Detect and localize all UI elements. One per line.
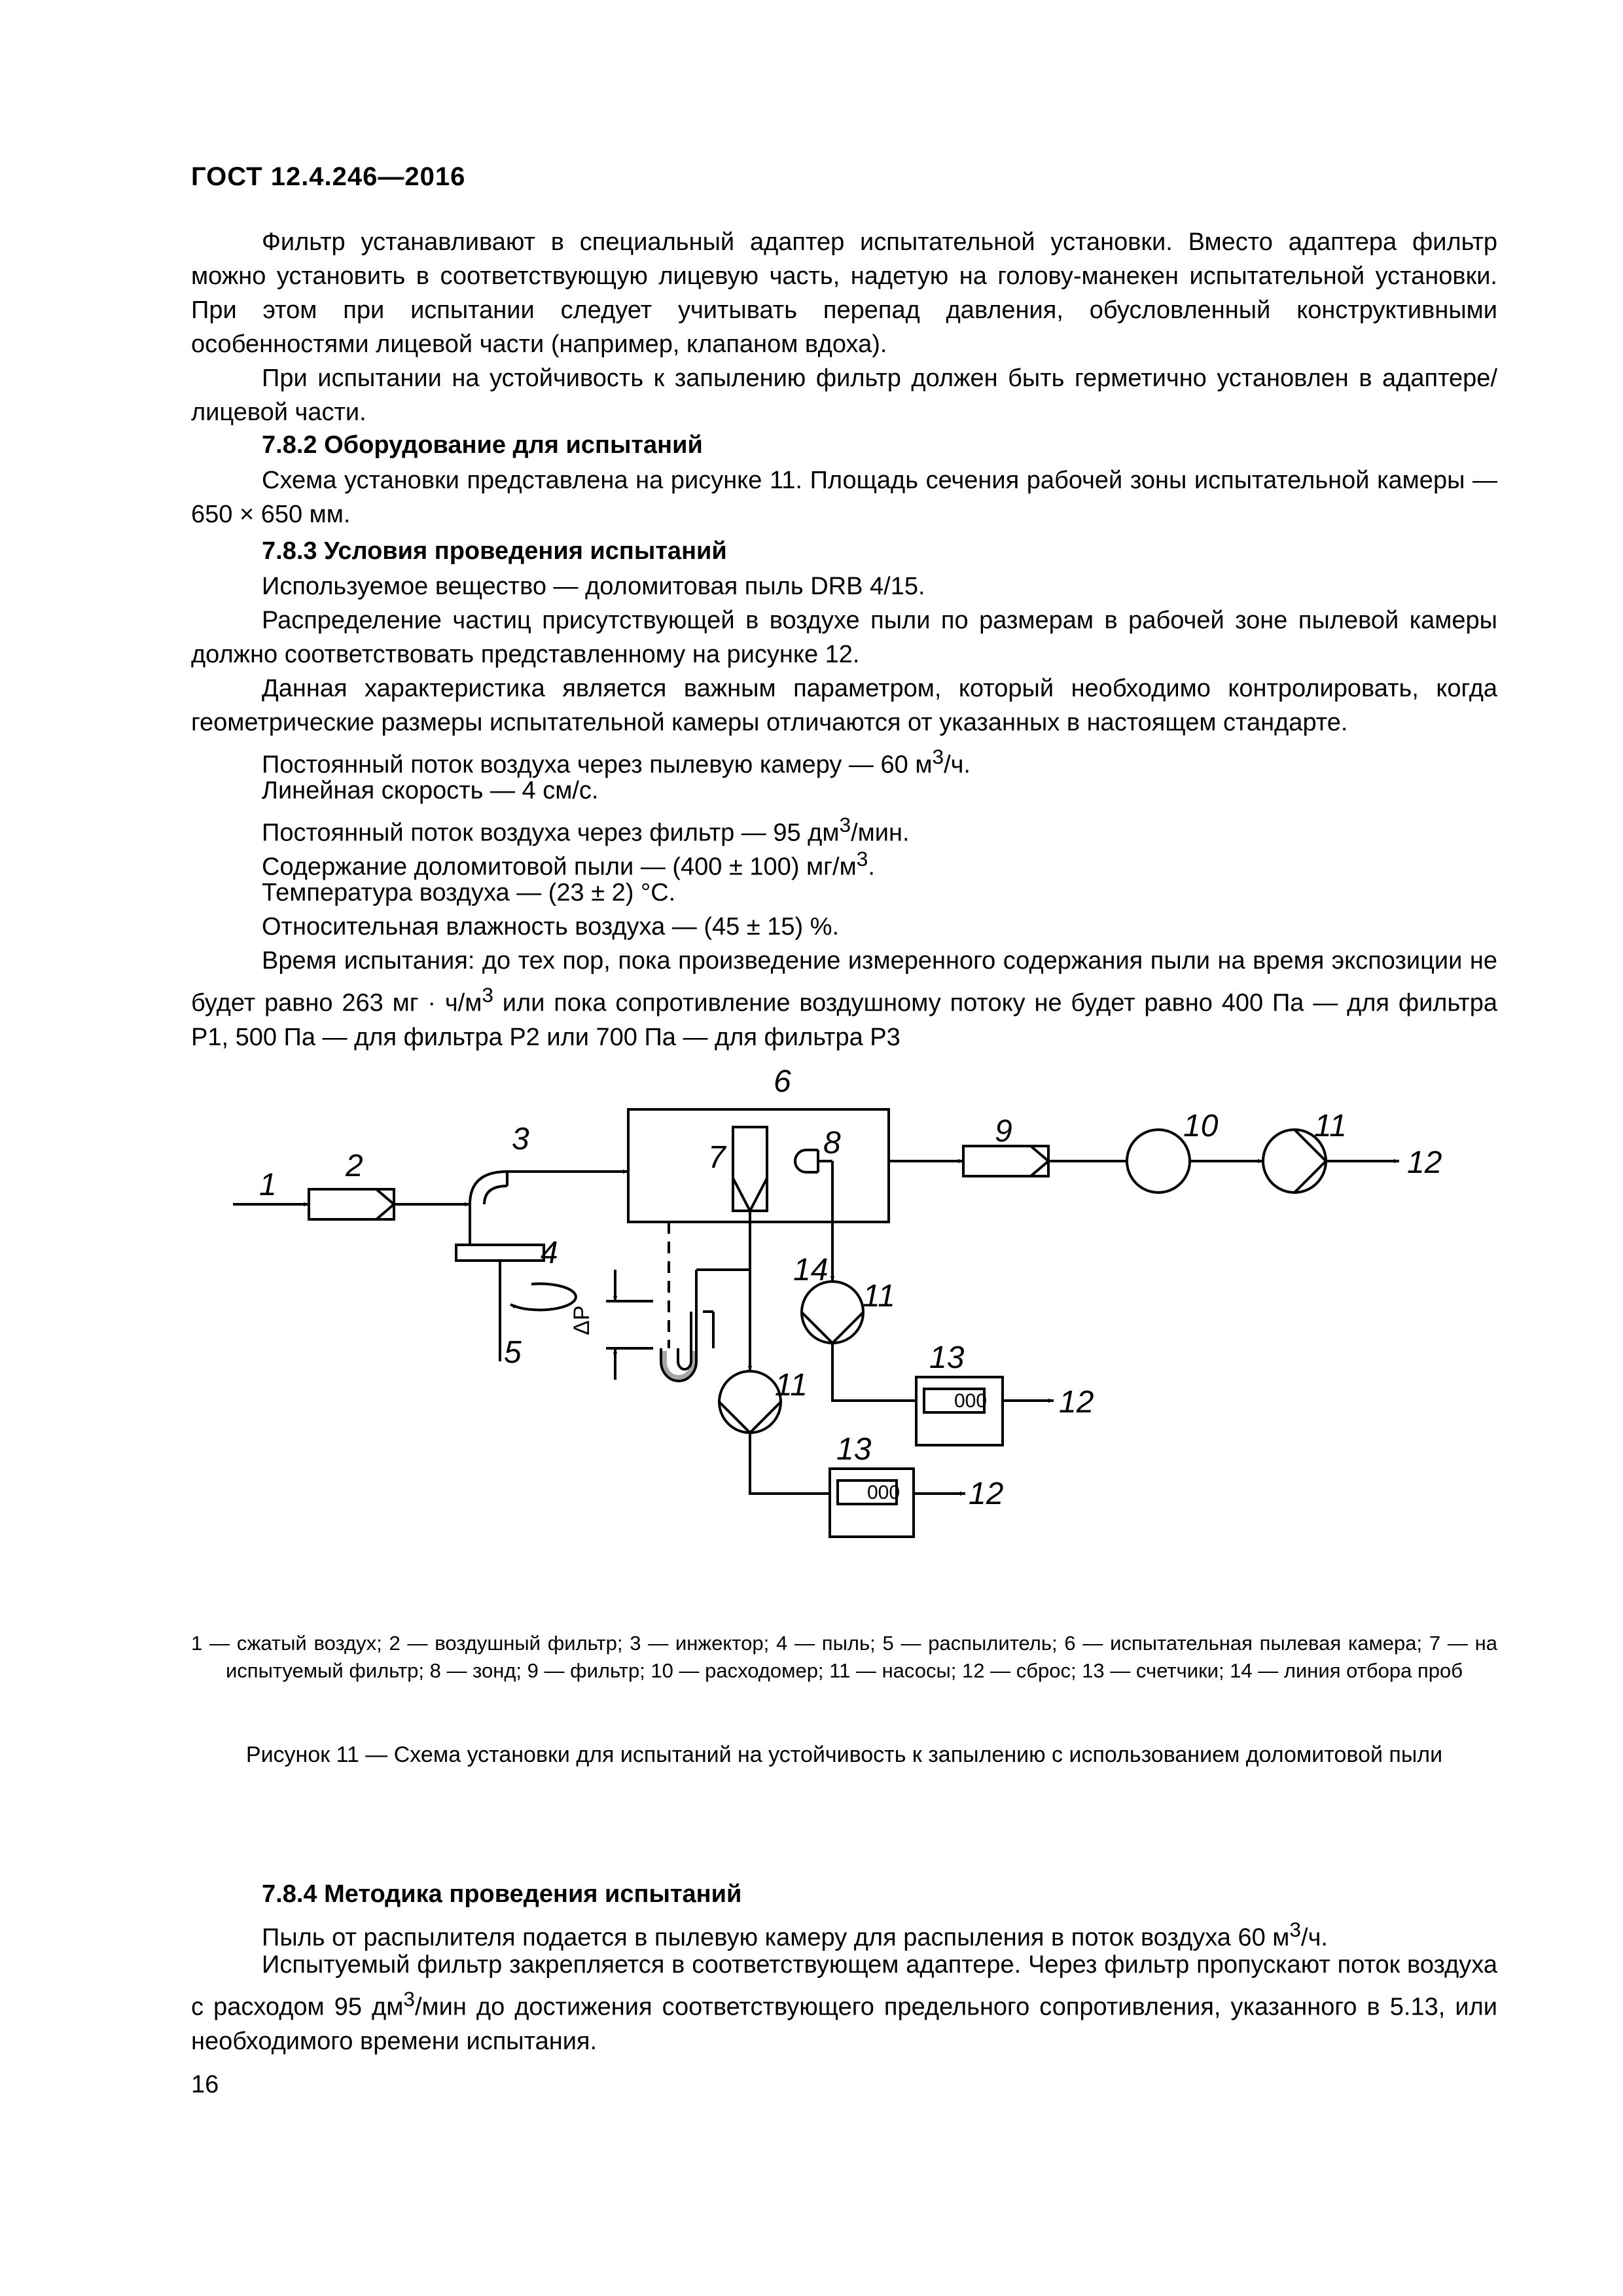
figure-caption: Рисунок 11 — Схема установки для испытаний на устойчивость к запылению с использованием доломитовой пыли [245,1742,1443,1767]
label-10: 10 [1183,1109,1219,1143]
label-2: 2 [346,1149,363,1183]
section-heading-7-8-4: 7.8.4 Методика проведения испытаний [262,1880,742,1908]
document-code-header: ГОСТ 12.4.246—2016 [191,162,466,191]
injector-symbol [470,1172,628,1245]
line-pump-sample-to-counter [832,1343,916,1401]
paragraph-test-duration: Время испытания: до тех пор, пока произведение измеренного содержания пыли на время экспозиции не будет равно 263 мг · $ч/м^3$ или пока сопротивление воздушному потоку не будет равно 400 Па — для фильтра Р1, 500 Па — для фильтра Р2 или 700 Па — для фильтра Р3 [191,947,1497,1051]
label-12-lower: 12 [969,1477,1004,1511]
counter-lower-digits: 000 [867,1482,901,1503]
label-12-sample: 12 [1059,1385,1094,1420]
section-heading-7-8-2: 7.8.2 Оборудование для испытаний [262,431,703,459]
paragraph-particle-distribution: Распределение частиц присутствующей в воздухе пыли по размерам в рабочей зоне пылевой камеры должно соответствовать представленному на рисунке 12. [191,607,1497,668]
label-11-main: 11 [1314,1109,1347,1143]
label-13-lower: 13 [836,1432,872,1467]
label-7: 7 [708,1140,726,1175]
label-11-sample: 11 [863,1279,895,1314]
label-4: 4 [541,1236,558,1270]
paragraph-filter-adapter: Фильтр устанавливают в специальный адаптер испытательной установки. Вместо адаптера фильтр можно установить в соответствующую лицевую часть, надетую на голову-манекен испытательной установки. При этом при испытании следует учитывать перепад давления, обусловленный конструктивными особенностями лицевой части (например, клапаном вдоха). [191,228,1497,358]
outlet-filter-symbol [963,1146,1048,1176]
pump-lower-symbol [719,1371,781,1433]
pressure-difference-marker [606,1270,653,1380]
section-heading-7-8-3: 7.8.3 Условия проведения испытаний [262,537,727,565]
label-9: 9 [995,1114,1012,1149]
counter-sample-digits: 000 [954,1390,988,1412]
line-linear-speed: Линейная скорость — 4 см/с. [262,777,599,804]
line-filter-flow: Постоянный поток воздуха через фильтр — 95 $дм^3$/мин. [262,813,910,847]
line-pump-lower-to-counter [750,1433,830,1494]
filter-under-test-symbol [733,1127,767,1211]
line-air-temperature: Температура воздуха — (23 ± 2) °С. [262,879,676,906]
paragraph-filter-test-procedure: Испытуемый фильтр закрепляется в соответствующем адаптере. Через фильтр пропускают поток воздуха с расходом 95 $дм^3$/мин до достижения соответствующего предельного сопротивления, указанного в 5.13, или необходимого времени испытания. [191,1951,1498,2055]
label-8: 8 [823,1126,841,1160]
line-test-substance: Используемое вещество — доломитовая пыль DRB 4/15. [262,573,925,600]
label-14: 14 [793,1253,829,1287]
label-6: 6 [774,1064,791,1099]
flowmeter-symbol [1127,1130,1190,1193]
label-delta-p: ΔP [569,1305,594,1335]
label-12-main: 12 [1407,1145,1442,1180]
paragraph-hermetic-install: При испытании на устойчивость к запылению фильтр должен быть герметично установлен в адаптере/лицевой части. [191,365,1497,426]
label-13-sample: 13 [929,1340,965,1375]
line-humidity: Относительная влажность воздуха — (45 ± 15) %. [262,913,840,941]
test-setup-diagram [0,1047,1623,1610]
manometer-symbol [661,1270,750,1381]
label-3: 3 [512,1122,529,1157]
page-number: 16 [191,2071,219,2098]
line-chamber-flow: Постоянный поток воздуха через пылевую камеру — 60 $м^3/ч$. [262,745,971,779]
label-5: 5 [504,1335,522,1370]
air-filter-symbol [309,1189,394,1219]
label-11-lower: 11 [775,1368,808,1403]
pump-sample-symbol [802,1282,863,1343]
paragraph-characteristic: Данная характеристика является важным параметром, который необходимо контролировать, когда геометрические размеры испытательной камеры отличаются от указанных в настоящем стандарте. [191,675,1497,736]
line-dust-content: Содержание доломитовой пыли — (400 ± 100) $мг/м^3$. [262,847,875,881]
figure-legend: 1 — сжатый воздух; 2 — воздушный фильтр; 3 — инжектор; 4 — пыль; 5 — распылитель; 6 — испытательная пылевая камера; 7 — на испытуемый фильтр; 8 — зонд; 9 — фильтр; 10 — расходомер; 11 — насосы; 12 — сброс; 13 — счетчики; 14 — линия отбора проб [191,1632,1497,1682]
line-dust-feeding: Пыль от распылителя подается в пылевую камеру для распыления в поток воздуха 60 $м^3/ч$. [262,1918,1328,1952]
paragraph-scheme-reference: Схема установки представлена на рисунке 11. Площадь сечения рабочей зоны испытательной камеры — 650 × 650 мм. [191,467,1497,528]
label-1: 1 [259,1168,277,1202]
